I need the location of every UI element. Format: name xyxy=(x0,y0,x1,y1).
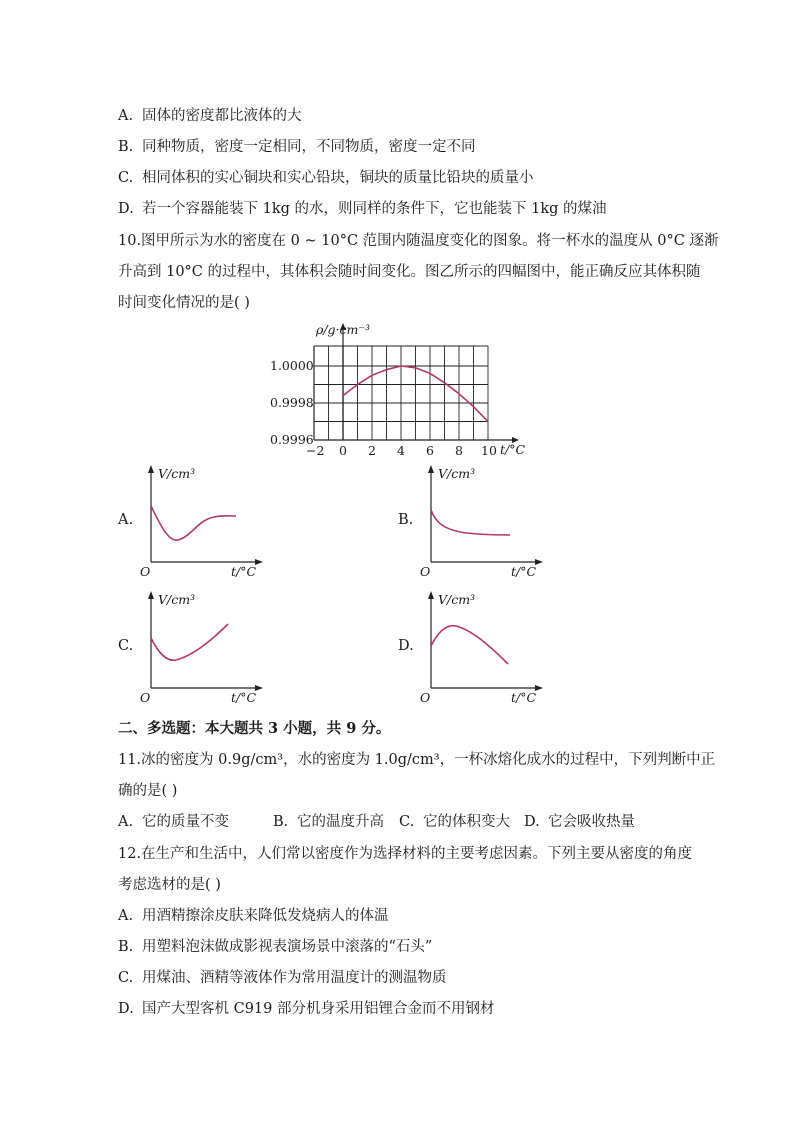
q12-option-a xyxy=(118,904,389,925)
option-a-label: A. xyxy=(118,512,134,528)
q11-option-b xyxy=(273,810,384,831)
volume-curve xyxy=(151,624,228,660)
option-label: D. xyxy=(118,201,134,217)
x-tick-label: 0 xyxy=(339,443,347,458)
origin-label: O xyxy=(140,564,151,579)
option-text: 若一个容器能装下 1kg 的水，则同样的条件下，它也能装下 1kg 的煤油 xyxy=(142,201,607,217)
q11-line-2: 确的是( ) xyxy=(118,783,178,799)
q12-line-2: 考虑选材的是( ) xyxy=(118,877,221,893)
chart-grid xyxy=(314,323,519,443)
q10-line-2: 升高到 10°C 的过程中，其体积会随时间变化。图乙所示的四幅图中，能正确反应其体积随 xyxy=(118,264,701,280)
option-label: C. xyxy=(118,170,134,186)
origin-label: O xyxy=(420,690,431,705)
q10-line-3: 时间变化情况的是( ) xyxy=(118,295,250,311)
x-tick-label: 10 xyxy=(481,443,497,458)
x-tick-label: 6 xyxy=(426,443,434,458)
y-axis-label: V/cm³ xyxy=(438,466,476,481)
origin-label: O xyxy=(140,690,151,705)
origin-label: O xyxy=(420,564,431,579)
y-axis-label: V/cm³ xyxy=(158,592,196,607)
volume-curve xyxy=(431,626,508,664)
density-chart xyxy=(268,316,530,462)
q9-option-b xyxy=(118,135,476,156)
option-label: C. xyxy=(399,814,415,830)
x-tick-label: 4 xyxy=(397,443,405,458)
q9-option-d xyxy=(118,197,607,218)
option-label: A. xyxy=(118,908,134,924)
x-axis-label: t/°C xyxy=(511,690,537,705)
option-text: 它的体积变大 xyxy=(423,814,510,830)
option-text: 同种物质，密度一定相同，不同物质，密度一定不同 xyxy=(142,139,476,155)
x-tick-label: 8 xyxy=(455,443,463,458)
q9-option-c xyxy=(118,166,534,187)
x-axis-label: t/°C xyxy=(511,564,537,579)
q12-option-d xyxy=(118,997,495,1018)
option-d-graph xyxy=(416,588,546,708)
option-text: 国产大型客机 C919 部分机身采用铝锂合金而不用钢材 xyxy=(142,1001,495,1017)
q10-line-1: 10.图甲所示为水的密度在 0 ~ 10°C 范围内随温度变化的图象。将一杯水的温度从 0°C 逐渐 xyxy=(118,233,719,249)
q11-option-c xyxy=(399,810,510,831)
x-axis-label: t/°C xyxy=(231,690,257,705)
q12-option-c xyxy=(118,966,447,987)
option-c-graph xyxy=(136,588,266,708)
q11-option-d xyxy=(524,810,635,831)
y-tick-label: 0.9996 xyxy=(270,432,314,447)
option-a-graph xyxy=(136,462,266,582)
option-text: 用塑料泡沫做成影视表演场景中滚落的“石头” xyxy=(142,939,433,955)
option-label: D. xyxy=(524,814,540,830)
y-axis-label: ρ/g·cm⁻³ xyxy=(316,322,370,337)
option-label: B. xyxy=(273,814,289,830)
option-label: D. xyxy=(118,1001,134,1017)
option-label: B. xyxy=(118,139,134,155)
y-tick-label: 0.9998 xyxy=(270,395,314,410)
volume-curve xyxy=(431,510,510,535)
y-tick-label: 1.0000 xyxy=(270,358,314,373)
option-text: 相同体积的实心铜块和实心铅块，铜块的质量比铅块的质量小 xyxy=(142,170,534,186)
q11-line-1: 11.冰的密度为 0.9g/cm³，水的密度为 1.0g/cm³，一杯冰熔化成水的过程中，下列判断中正 xyxy=(118,752,716,768)
option-text: 用酒精擦涂皮肤来降低发烧病人的体温 xyxy=(142,908,389,924)
option-text: 它的质量不变 xyxy=(142,814,229,830)
x-tick-label: 2 xyxy=(368,443,376,458)
option-text: 它的温度升高 xyxy=(297,814,384,830)
option-text: 用煤油、酒精等液体作为常用温度计的测温物质 xyxy=(142,970,447,986)
x-axis-label: t/°C xyxy=(500,442,526,457)
x-axis-label: t/°C xyxy=(231,564,257,579)
q11-option-a xyxy=(118,810,229,831)
option-label: B. xyxy=(118,939,134,955)
section-heading: 二、多选题：本大题共 3 小题，共 9 分。 xyxy=(118,720,391,737)
q12-line-1: 12.在生产和生活中，人们常以密度作为选择材料的主要考虑因素。下列主要从密度的角度 xyxy=(118,846,693,862)
volume-curve xyxy=(151,506,236,540)
option-b-label: B. xyxy=(398,512,414,528)
option-d-label: D. xyxy=(398,638,414,654)
option-text: 它会吸收热量 xyxy=(548,814,635,830)
q12-option-b xyxy=(118,935,432,956)
option-c-label: C. xyxy=(118,638,134,654)
option-label: C. xyxy=(118,970,134,986)
option-label: A. xyxy=(118,108,134,124)
option-b-graph xyxy=(416,462,546,582)
y-axis-label: V/cm³ xyxy=(158,466,196,481)
y-axis-label: V/cm³ xyxy=(438,592,476,607)
x-tick-label: −2 xyxy=(306,443,325,458)
x-tick-labels xyxy=(306,443,497,458)
option-label: A. xyxy=(118,814,134,830)
option-text: 固体的密度都比液体的大 xyxy=(142,108,302,124)
q9-option-a xyxy=(118,104,302,125)
